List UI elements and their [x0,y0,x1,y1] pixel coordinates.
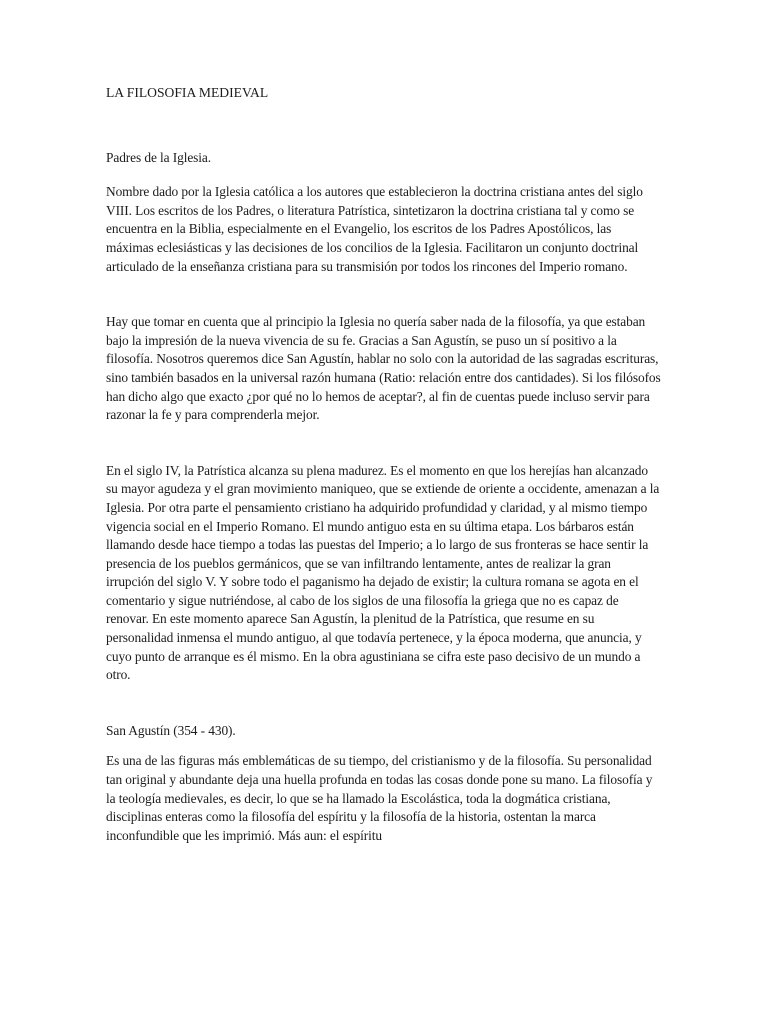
section-heading-padres: Padres de la Iglesia. [106,149,211,165]
document-page [106,84,662,845]
paragraph-siglo-iv: En el siglo IV, la Patrística alcanza su plena madurez. Es el momento en que los herejías han alcanzado su mayor agudeza y el gran movimiento maniqueo, que se extiende de oriente a occidente, amenazan a la Iglesia. Por otra parte el pensamiento cristiano ha adquirido profundidad y claridad, y al mismo tiempo vigencia social en el Imperio Romano. El mundo antiguo esta en su última etapa. Los bárbaros están llamando desde hace tiempo a todas las puestas del Imperio; a lo largo de sus fronteras se hace sentir la presencia de los pueblos germánicos, que se van infiltrando lentamente, antes de realizar la gran irrupción del siglo V. Y sobre todo el paganismo ha dejado de existir; la cultura romana se agota en el comentario y sigue nutriéndose, al cabo de los siglos de una filosofía la griega que no es capaz de renovar. En este momento aparece San Agustín, la plenitud de la Patrística, que resume en su personalidad inmensa el mundo antiguo, al que todavía pertenece, y la época moderna, que anuncia, y cuyo punto de arranque es él mismo. En la obra agustiniana se cifra este paso decisivo de un mundo a otro. [106,462,660,683]
section-heading-san-agustin: San Agustín (354 - 430). [106,722,236,738]
paragraph-padres-definition: Nombre dado por la Iglesia católica a los autores que establecieron la doctrina cristiana antes del siglo VIII. Los escritos de los Padres, o literatura Patrística, sintetizaron la doctrina cristiana tal y como se encuentra en la Biblia, especialmente en el Evangelio, los escritos de los Padres Apostólicos, las máximas eclesiásticas y las decisiones de los concilios de la Iglesia. Facilitaron un conjunto doctrinal articulado de la enseñanza cristiana para su transmisión por todos los rincones del Imperio romano. [106,184,643,274]
paragraph-iglesia-filosofia: Hay que tomar en cuenta que al principio la Iglesia no quería saber nada de la filosofía, ya que estaban bajo la impresión de la nueva vivencia de su fe. Gracias a San Agustín, se puso un sí positivo a la filosofía. Nosotros queremos dice San Agustín, hablar no solo con la autoridad de las sagradas escrituras, sino también basados en la universal razón humana (Ratio: relación entre dos cantidades). Si los filósofos han dicho algo que exacto ¿por qué no lo hemos de aceptar?, al fin de cuentas puede incluso servir para razonar la fe y para comprenderla mejor. [106,314,661,423]
paragraph-san-agustin: Es una de las figuras más emblemáticas de su tiempo, del cristianismo y de la filosofía. Su personalidad tan original y abundante deja una huella profunda en todas las cosas donde pone su mano. La filosofía y la teología medievales, es decir, lo que se ha llamado la Escolástica, toda la dogmática cristiana, disciplinas enteras como la filosofía del espíritu y la filosofía de la historia, ostentan la marca inconfundible que les imprimió. Más aun: el espíritu [106,753,653,843]
document-title: LA FILOSOFIA MEDIEVAL [106,85,269,100]
